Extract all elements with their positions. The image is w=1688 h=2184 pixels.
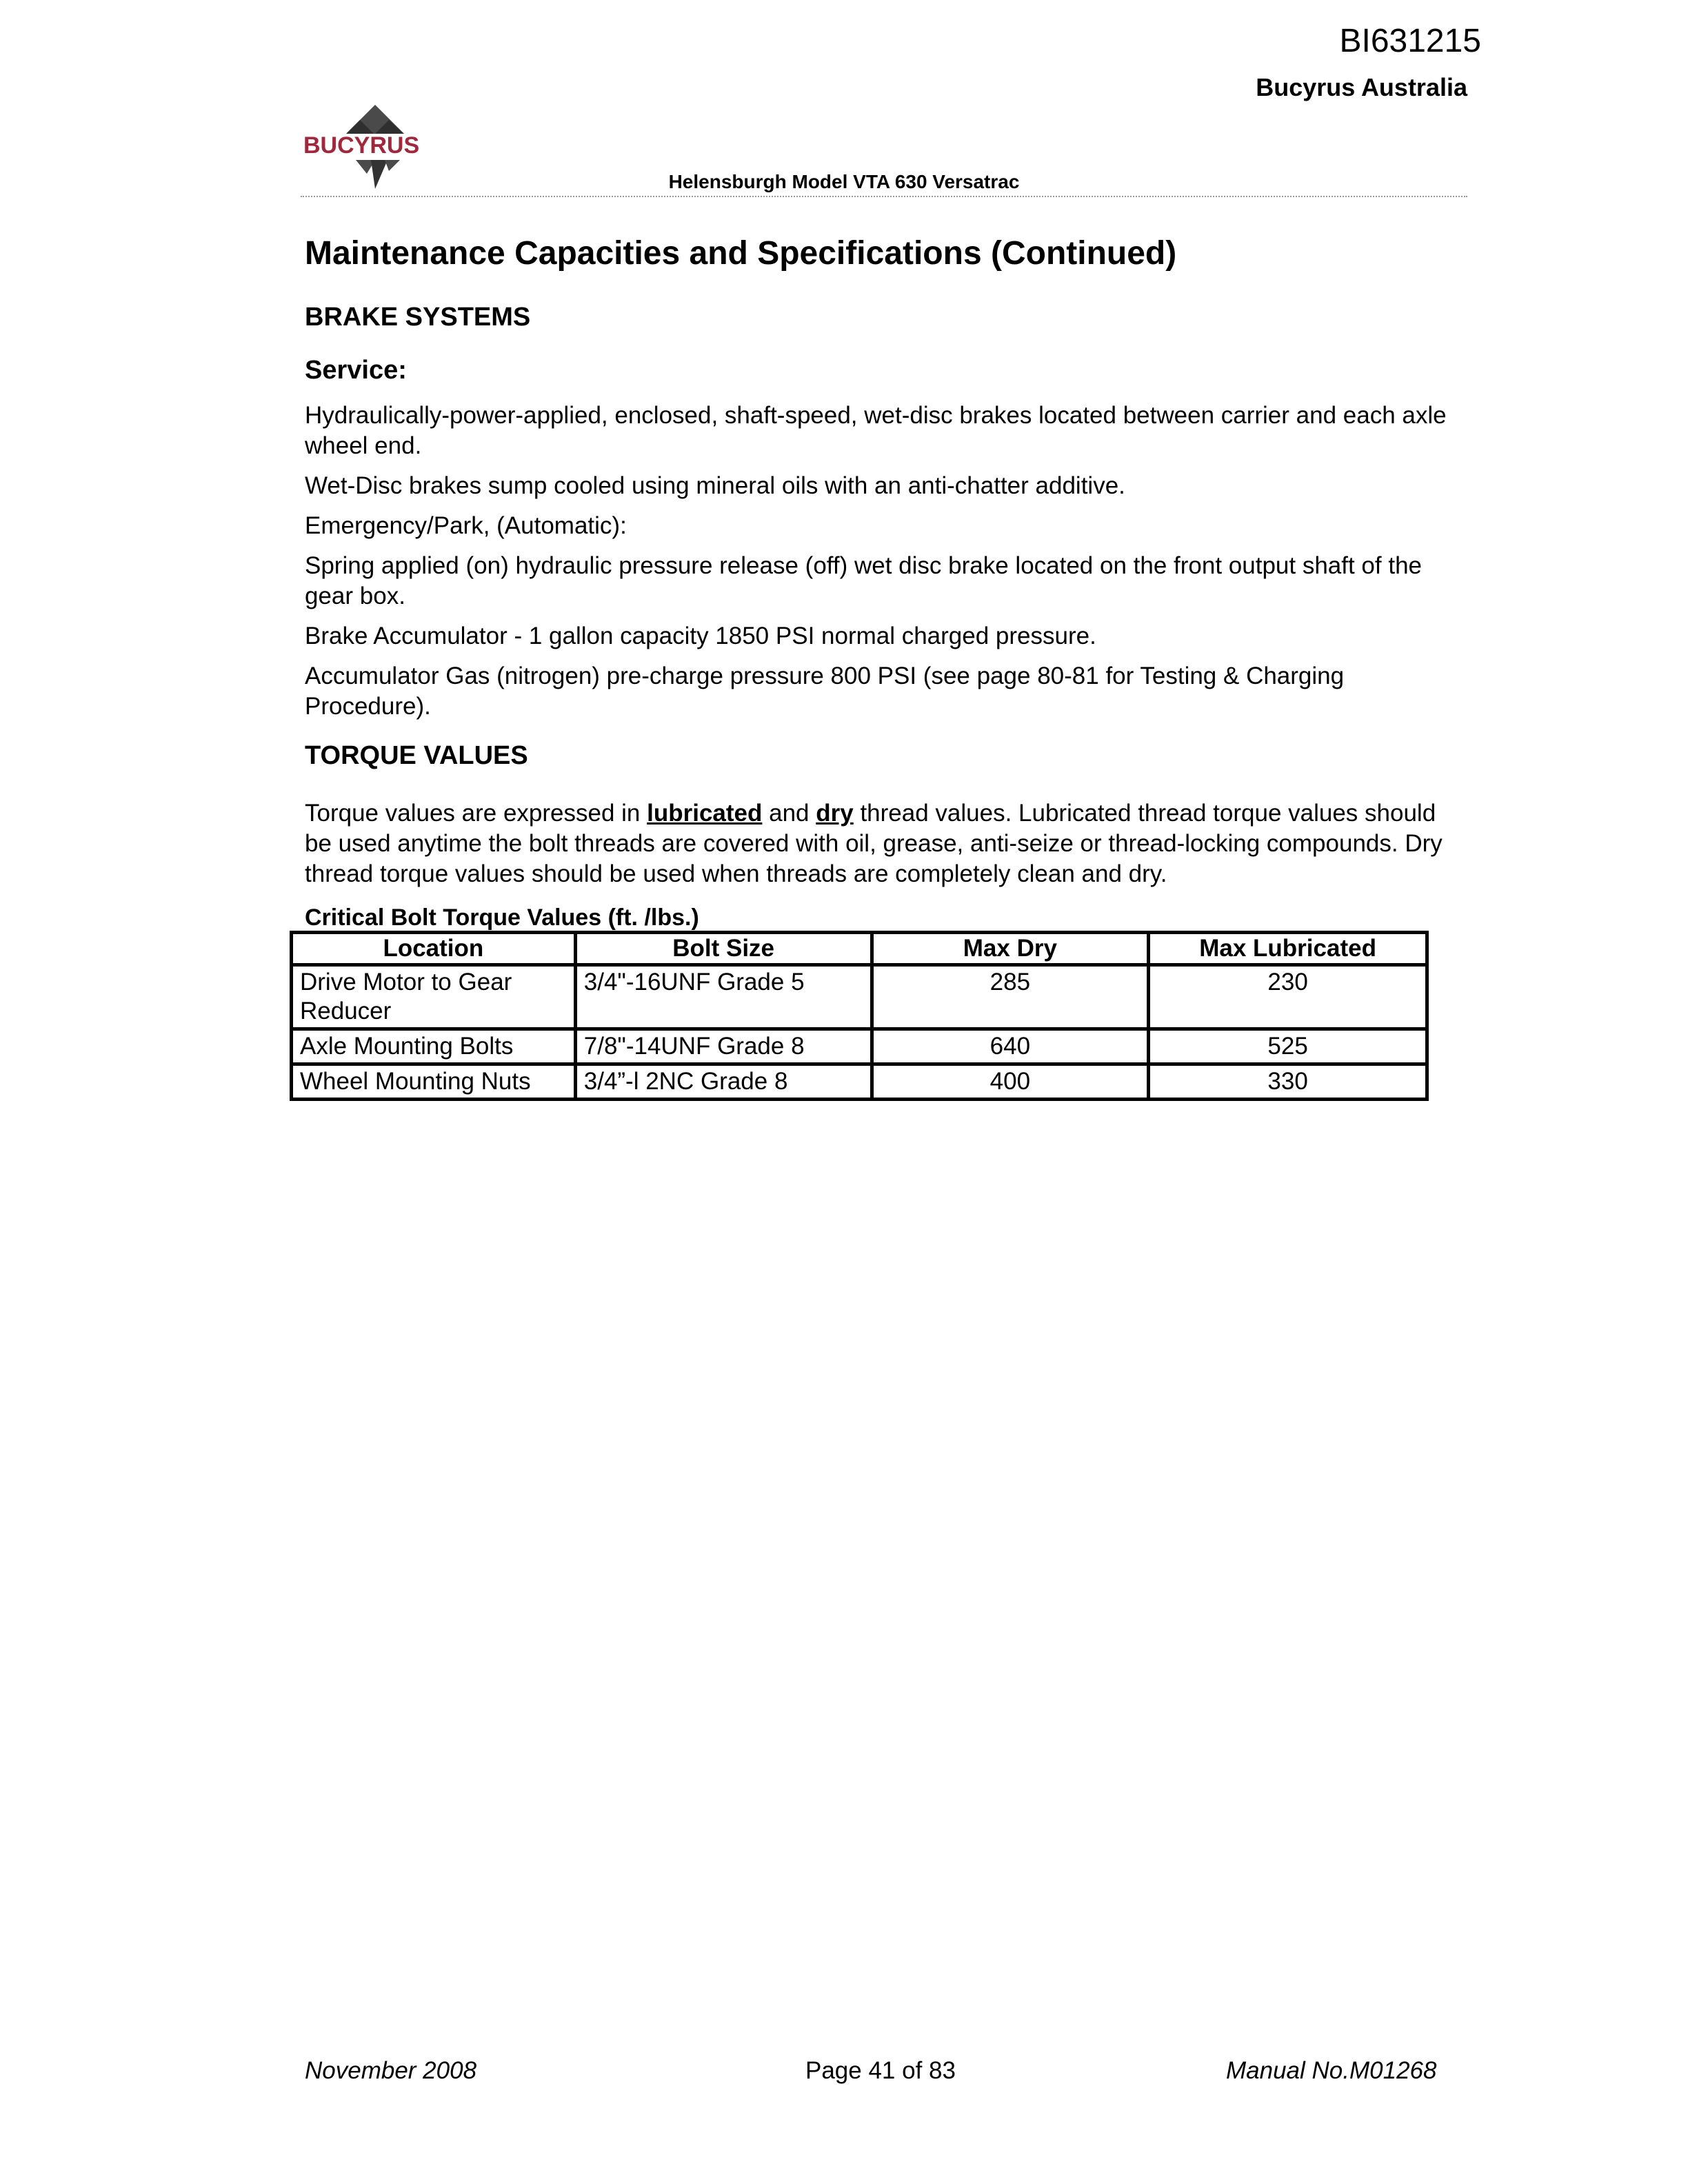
document-id: BI631215 bbox=[1339, 23, 1481, 59]
table-header-row bbox=[292, 933, 1427, 965]
torque-intro bbox=[305, 798, 1463, 889]
table-caption: Critical Bolt Torque Values (ft. /lbs.) bbox=[305, 904, 699, 931]
header-divider bbox=[301, 196, 1467, 197]
brake-paragraph: Accumulator Gas (nitrogen) pre-charge pressure 800 PSI (see page 80-81 for Testing & Charging Procedure). bbox=[305, 663, 1345, 720]
column-header-max-lubricated: Max Lubricated bbox=[1149, 933, 1427, 965]
brake-paragraph: Hydraulically-power-applied, enclosed, shaft-speed, wet-disc brakes located between carrier and each axle wheel end. bbox=[305, 402, 1447, 459]
cell-bolt-size: 3/4"-16UNF Grade 5 bbox=[575, 965, 872, 1029]
cell-max-lubricated: 230 bbox=[1149, 965, 1427, 1029]
intro-text: thread values. Lubricated thread torque values should be used anytime the bolt threads are covered with oil, grease, anti-seize or thread-locking compounds. Dry thread torque values should be used when threads are completely clean and dry. bbox=[305, 800, 1443, 887]
brake-paragraph: Wet-Disc brakes sump cooled using mineral oils with an anti-chatter additive. bbox=[305, 472, 1125, 499]
cell-location: Axle Mounting Bolts bbox=[292, 1029, 576, 1064]
page-title: Maintenance Capacities and Specifications (Continued) bbox=[305, 235, 1177, 272]
brake-paragraph: Spring applied (on) hydraulic pressure release (off) wet disc brake located on the front output shaft of the gear box. bbox=[305, 552, 1422, 609]
dry-emphasis: dry bbox=[816, 800, 854, 827]
model-title: Helensburgh Model VTA 630 Versatrac bbox=[668, 171, 1020, 192]
table-row bbox=[292, 965, 1427, 1029]
cell-max-lubricated: 330 bbox=[1149, 1064, 1427, 1100]
table-row bbox=[292, 1029, 1427, 1064]
brake-paragraph: Brake Accumulator - 1 gallon capacity 1850 PSI normal charged pressure. bbox=[305, 623, 1096, 649]
intro-text: and bbox=[762, 800, 816, 827]
cell-max-dry: 285 bbox=[872, 965, 1149, 1029]
cell-max-lubricated: 525 bbox=[1149, 1029, 1427, 1064]
torque-table bbox=[290, 931, 1429, 1101]
logo-text: BUCYRUS bbox=[303, 132, 420, 159]
column-header-bolt-size: Bolt Size bbox=[575, 933, 872, 965]
table-row bbox=[292, 1064, 1427, 1100]
torque-values-heading: TORQUE VALUES bbox=[305, 741, 528, 770]
cell-max-dry: 400 bbox=[872, 1064, 1149, 1100]
service-heading: Service: bbox=[305, 356, 407, 385]
cell-max-dry: 640 bbox=[872, 1029, 1149, 1064]
page-content bbox=[305, 234, 1463, 938]
footer-page-number: Page 41 of 83 bbox=[805, 2057, 956, 2084]
footer-manual-number: Manual No.M01268 bbox=[1226, 2057, 1437, 2084]
cell-location: Drive Motor to Gear Reducer bbox=[292, 965, 576, 1029]
column-header-location: Location bbox=[292, 933, 576, 965]
cell-bolt-size: 3/4”-l 2NC Grade 8 bbox=[575, 1064, 872, 1100]
brake-systems-heading: BRAKE SYSTEMS bbox=[305, 303, 531, 332]
intro-text: Torque values are expressed in bbox=[305, 800, 647, 827]
cell-bolt-size: 7/8"-14UNF Grade 8 bbox=[575, 1029, 872, 1064]
brake-paragraph: Emergency/Park, (Automatic): bbox=[305, 512, 627, 539]
column-header-max-dry: Max Dry bbox=[872, 933, 1149, 965]
footer-date: November 2008 bbox=[305, 2057, 477, 2084]
company-name: Bucyrus Australia bbox=[1256, 73, 1467, 101]
lubricated-emphasis: lubricated bbox=[647, 800, 763, 827]
cell-location: Wheel Mounting Nuts bbox=[292, 1064, 576, 1100]
